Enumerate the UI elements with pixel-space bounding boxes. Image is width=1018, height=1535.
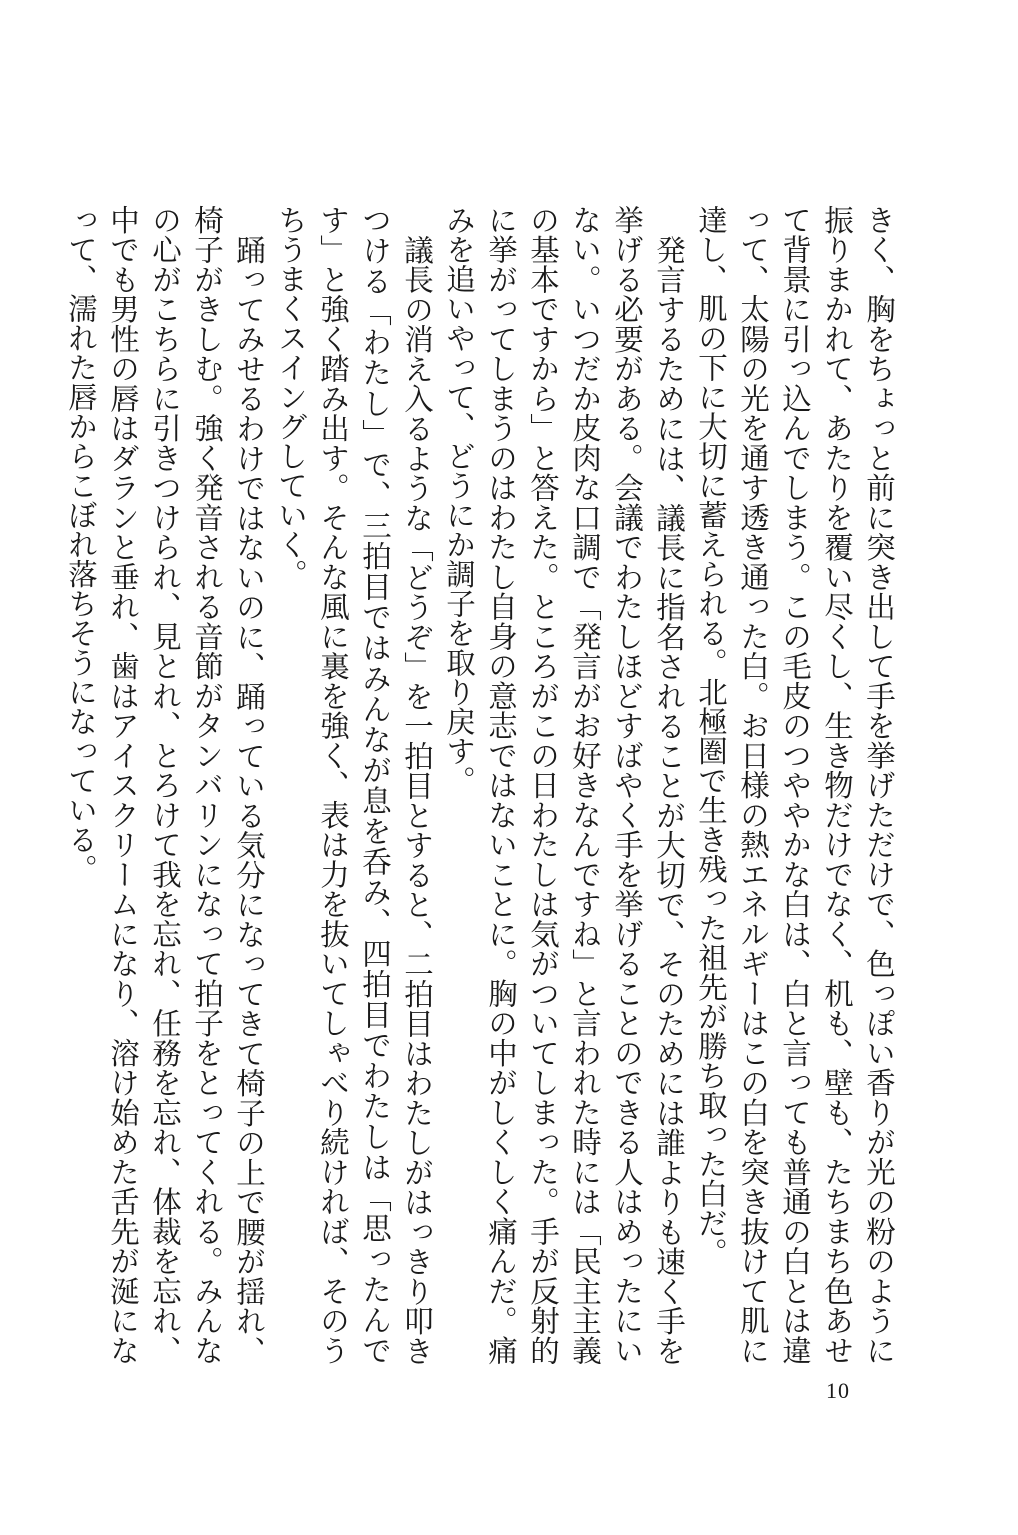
paragraph-2: 発言するためには、議長に指名されることが大切で、そのためには誰よりも速く手を挙げる必要がある。会議でわたしほどすばやく手を挙げることのできる人はめったにいない。いつだか皮肉な口調で「発言がお好きなんですね」と言われた時には「民主主義の基本ですから」と答えた。ところがこの日わたしは気がついてしまった。手が反射的に挙がってしまうのはわたし自身の意志ではないことに。胸の中がしくしく痛んだ。痛みを追いやって、どうにか調子を取り戻す。 <box>442 205 686 1365</box>
page-number: 10 <box>826 1378 850 1403</box>
paragraph-1: きく、胸をちょっと前に突き出して手を挙げただけで、色っぽい香りが光の粉のように振りまかれて、あたりを覆い尽くし、生き物だけでなく、机も、壁も、たちまち色あせて背景に引っ込んでしまう。この毛皮のつややかな白は、白と言っても普通の白とは違って、太陽の光を通す透き通った白。お日様の熱エネルギーはこの白を突き抜けて肌に達し、肌の下に大切に蓄えられる。北極圏で生き残った祖先が勝ち取った白だ。 <box>694 205 896 1365</box>
body-text <box>64 205 900 1365</box>
paragraph-4: 踊ってみせるわけではないのに、踊っている気分になってきて椅子の上で腰が揺れ、椅子がきしむ。強く発音される音節がタンバリンになって拍子をとってくれる。みんなの心がこちらに引きつけられ、見とれ、とろけて我を忘れ、任務を忘れ、体裁を忘れ、中でも男性の唇はダランと垂れ、歯はアイスクリームになり、溶け始めた舌先が涎になって、濡れた唇からこぼれ落ちそうになっている。 <box>64 205 266 1365</box>
paragraph-3: 議長の消え入るような「どうぞ」を一拍目とすると、二拍目はわたしがはっきり叩きつける「わたし」で、三拍目ではみんなが息を呑み、四拍目でわたしは「思ったんです」と強く踏み出す。そんな風に裏を強く、表は力を抜いてしゃべり続ければ、そのうちうまくスイングしていく。 <box>274 205 434 1365</box>
